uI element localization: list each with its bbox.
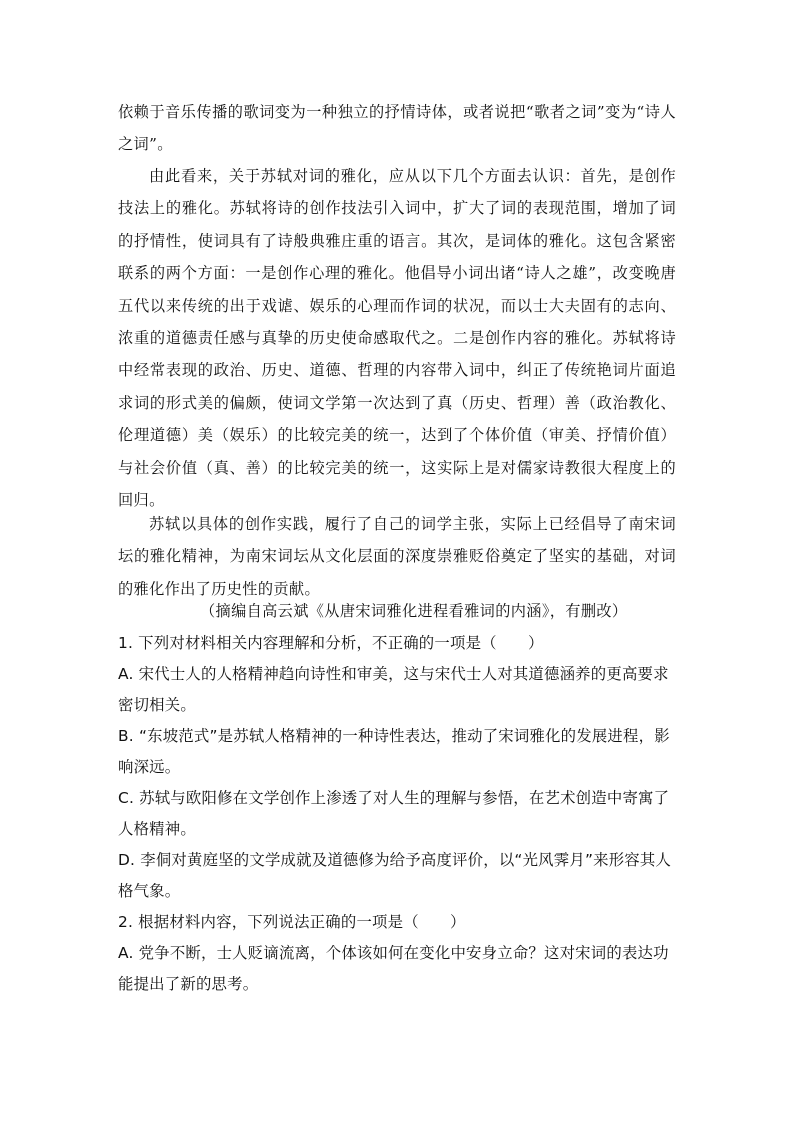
source-citation: （摘编自高云斌《从唐宋词雅化进程看雅词的内涵》，有删改） bbox=[200, 602, 628, 620]
question-1-stem: 1. 下列对材料相关内容理解和分析，不正确的一项是（ ） bbox=[118, 634, 544, 652]
question-1-option-b: B. “东坡范式”是苏轼人格精神的一种诗性表达，推动了宋词雅化的发展进程，影响深远。 bbox=[118, 727, 670, 776]
question-1-option-d: D. 李侗对黄庭坚的文学成就及道德修为给予高度评价，以“光风霁月”来形容其人格气象。 bbox=[118, 851, 672, 900]
passage-paragraph-3: 苏轼以具体的创作实践，履行了自己的词学主张，实际上已经倡导了南宋词坛的雅化精神，为南宋词坛从文化层面的深度崇雅贬俗奠定了坚实的基础，对词的雅化作出了历史性的贡献。 bbox=[118, 515, 676, 598]
question-2-option-a: A. 党争不断，士人贬谪流离，个体该如何在变化中安身立命？这对宋词的表达功能提出了新的思考。 bbox=[118, 944, 669, 993]
question-1-option-a: A. 宋代士人的人格精神趋向诗性和审美，这与宋代士人对其道德涵养的更高要求密切相关。 bbox=[118, 665, 669, 714]
question-2-stem: 2. 根据材料内容，下列说法正确的一项是（ ） bbox=[118, 913, 466, 931]
question-1-option-c: C. 苏轼与欧阳修在文学创作上渗透了对人生的理解与参悟，在艺术创造中寄寓了人格精神。 bbox=[118, 789, 670, 838]
passage-paragraph-1: 依赖于音乐传播的歌词变为一种独立的抒情诗体，或者说把“歌者之词”变为“诗人之词”。 bbox=[118, 103, 676, 154]
passage-paragraph-2: 由此看来，关于苏轼对词的雅化，应从以下几个方面去认识：首先，是创作技法上的雅化。苏轼将诗的创作技法引入词中，扩大了词的表现范围，增加了词的抒情性，使词具有了诗般典雅庄重的语言。其次，是词体的雅化。这包含紧密联系的两个方面：一是创作心理的雅化。他倡导小词出诸“诗人之雄”，改变晚唐五代以来传统的出于戏谑、娱乐的心理而作词的状况，而以士大夫固有的志向、浓重的道德责任感与真挚的历史使命感取代之。二是创作内容的雅化。苏轼将诗中经常表现的政治、历史、道德、哲理的内容带入词中，纠正了传统艳词片面追求词的形式美的偏颇，使词文学第一次达到了真（历史、哲理）善（政治教化、伦理道德）美（娱乐）的比较完美的统一，达到了个体价值（审美、抒情价值）与社会价值（真、善）的比较完美的统一，这实际上是对儒家诗教很大程度上的回归。 bbox=[118, 167, 676, 510]
